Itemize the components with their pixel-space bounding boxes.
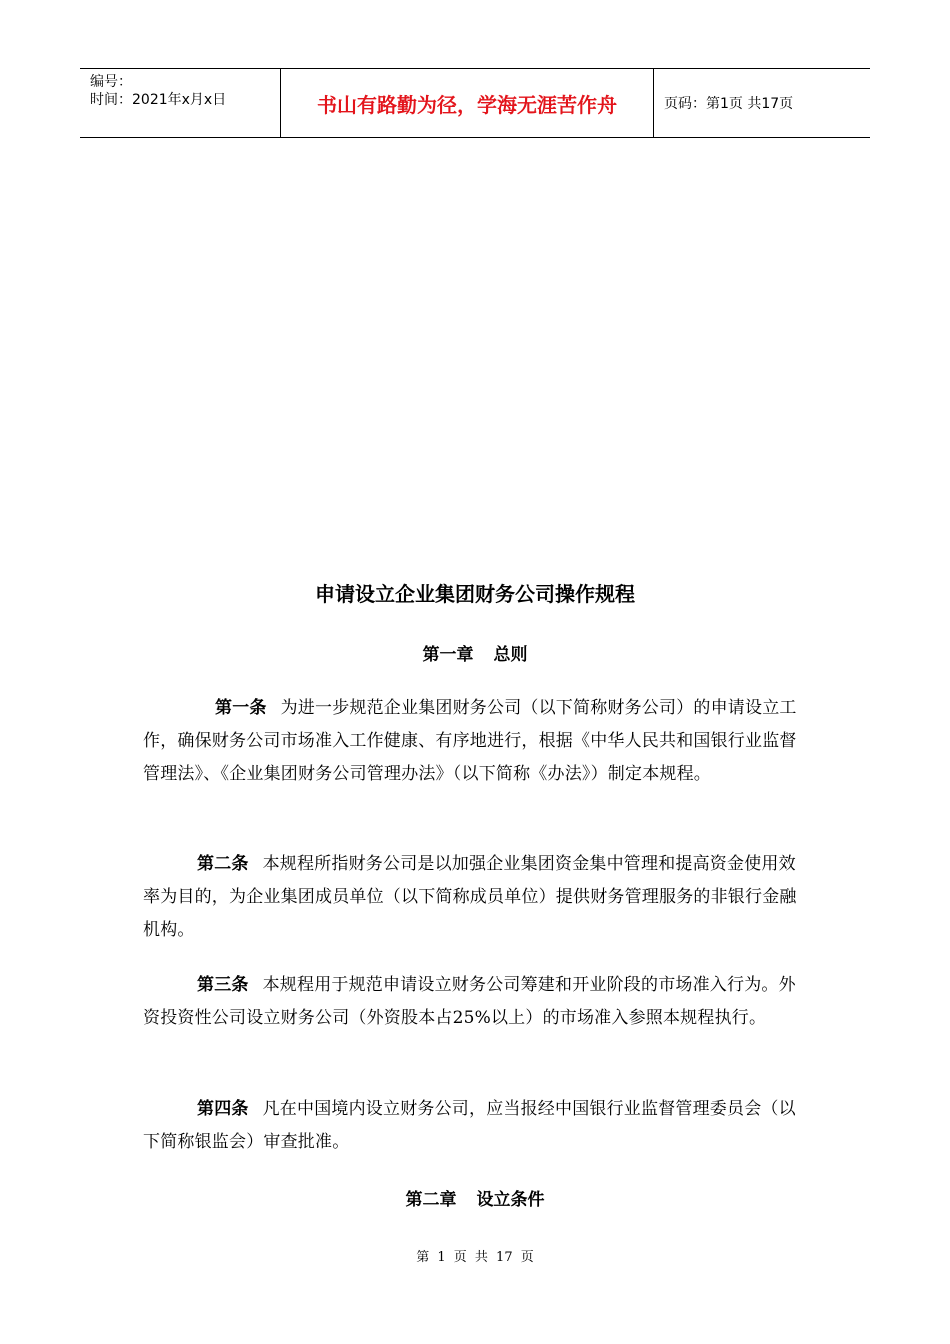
article-2 [143, 848, 803, 947]
article-text: 凡在中国境内设立财务公司，应当报经中国银行业监督管理委员会（以下简称银监会）审查批准。 [143, 1099, 796, 1152]
number-label: 编号： [90, 74, 132, 90]
header-table [80, 68, 870, 138]
article-label: 第一条 [215, 698, 267, 718]
article-1 [143, 692, 803, 791]
article-4 [143, 1093, 803, 1159]
article-text: 本规程所指财务公司是以加强企业集团资金集中管理和提高资金使用效率为目的，为企业集团成员单位（以下简称成员单位）提供财务管理服务的非银行金融机构。 [143, 854, 797, 940]
page-info-text: 页码：第1页 共17页 [664, 96, 794, 112]
header-meta-cell [80, 69, 281, 137]
page-footer: 第 1 页 共 17 页 [416, 1250, 534, 1265]
motto-cell [281, 69, 654, 137]
page-info-cell [654, 69, 870, 137]
article-text: 为进一步规范企业集团财务公司（以下简称财务公司）的申请设立工作，确保财务公司市场准入工作健康、有序地进行，根据《中华人民共和国银行业监督管理法》、《企业集团财务公司管理办法》（以下简称《办法》）制定本规程。 [143, 698, 797, 784]
article-label: 第四条 [197, 1099, 249, 1119]
time-label: 时间：2021年x月x日 [90, 92, 227, 108]
article-text: 本规程用于规范申请设立财务公司筹建和开业阶段的市场准入行为。外资投资性公司设立财务公司（外资股本占25%以上）的市场准入参照本规程执行。 [143, 975, 796, 1028]
article-3 [143, 969, 803, 1035]
chapter-heading-1: 第一章 总则 [422, 645, 528, 665]
motto-text: 书山有路勤为径，学海无涯苦作舟 [317, 92, 617, 117]
chapter-heading-2: 第二章 设立条件 [405, 1190, 545, 1210]
article-label: 第三条 [197, 975, 249, 995]
document-title: 申请设立企业集团财务公司操作规程 [315, 582, 635, 606]
article-label: 第二条 [197, 854, 249, 874]
